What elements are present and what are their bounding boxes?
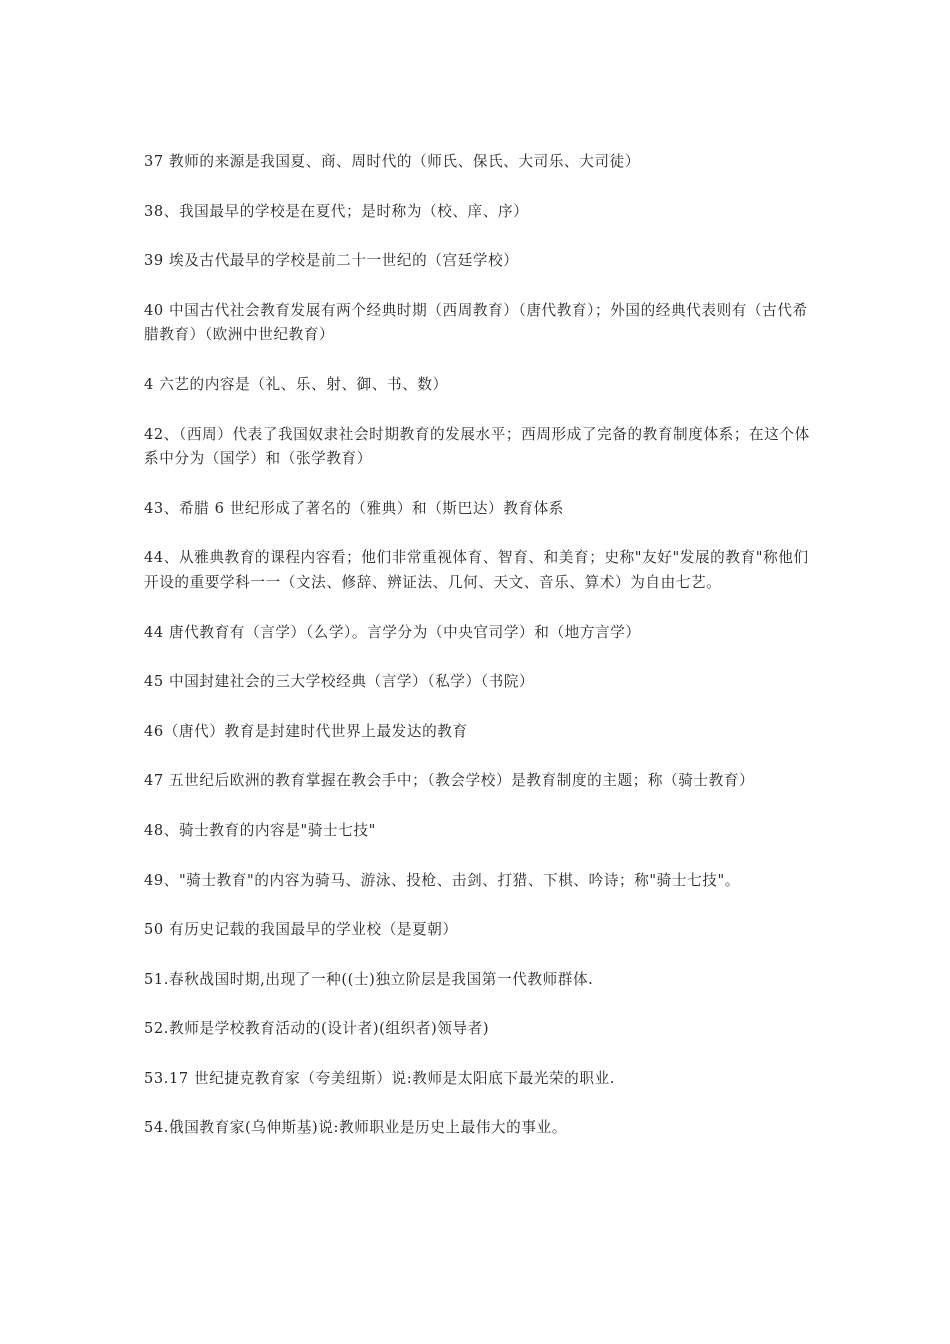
paragraph-51: 51.春秋战国时期,出现了一种((士)独立阶层是我国第一代教师群体. <box>144 970 594 988</box>
paragraph-49: 49、"骑士教育"的内容为骑马、游泳、投枪、击剑、打猎、下棋、吟诗；称"骑士七技"。 <box>144 871 740 889</box>
paragraph-45: 45 中国封建社会的三大学校经典（言学）（私学）（书院） <box>144 673 535 691</box>
paragraph-40: 40 中国古代社会教育发展有两个经典时期（西周教育）（唐代教育）；外国的经典代表则有（古代希腊教育）（欧洲中世纪教育） <box>144 301 808 344</box>
paragraph-41: 4 六艺的内容是（礼、乐、射、御、书、数） <box>144 375 448 393</box>
paragraph-46: 46（唐代）教育是封建时代世界上最发达的教育 <box>144 722 468 740</box>
paragraph-38: 38、我国最早的学校是在夏代；是时称为（校、庠、序） <box>144 202 529 220</box>
document-body <box>144 150 810 1166</box>
paragraph-39: 39 埃及古代最早的学校是前二十一世纪的（宫廷学校） <box>144 252 519 270</box>
paragraph-54: 54.俄国教育家(乌伸斯基)说:教师职业是历史上最伟大的事业。 <box>144 1119 567 1137</box>
paragraph-42: 42、（西周）代表了我国奴隶社会时期教育的发展水平；西周形成了完备的教育制度体系；在这个体系中分为（国学）和（张学教育） <box>144 425 810 468</box>
paragraph-47: 47 五世纪后欧洲的教育掌握在教会手中；（教会学校）是教育制度的主题；称（骑士教育） <box>144 772 755 790</box>
paragraph-48: 48、骑士教育的内容是"骑士七技" <box>144 821 376 839</box>
paragraph-44b: 44 唐代教育有（言学）（么学）。言学分为（中央官司学）和（地方言学） <box>144 623 641 641</box>
paragraph-37: 37 教师的来源是我国夏、商、周时代的（师氏、保氏、大司乐、大司徒） <box>144 153 641 170</box>
paragraph-52: 52.教师是学校教育活动的(设计者)(组织者)领导者) <box>144 1020 490 1038</box>
paragraph-43: 43、希腊 6 世纪形成了著名的（雅典）和（斯巴达）教育体系 <box>144 499 564 517</box>
paragraph-53: 53.17 世纪捷克教育家（夸美纽斯）说:教师是太阳底下最光荣的职业. <box>144 1069 616 1087</box>
paragraph-44a: 44、从雅典教育的课程内容看；他们非常重视体育、智育、和美育；史称"友好"发展的教育"称他们开设的重要学科一一（文法、修辞、辨证法、几何、天文、音乐、算术）为自由七艺。 <box>144 549 809 591</box>
paragraph-50: 50 有历史记载的我国最早的学业校（是夏朝） <box>144 921 458 939</box>
